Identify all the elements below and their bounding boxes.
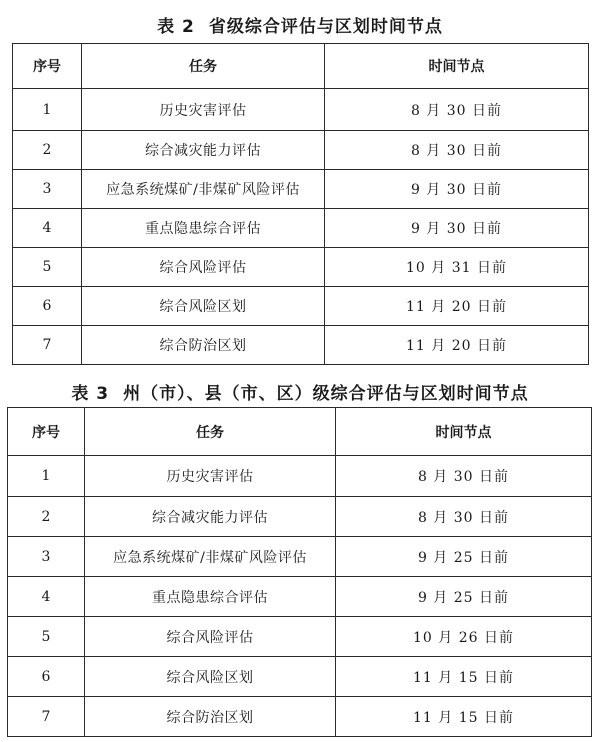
row-task: 重点隐患综合评估 (82, 209, 325, 248)
table3-caption (0, 379, 600, 404)
table-row (8, 456, 592, 497)
row-task: 重点隐患综合评估 (85, 577, 336, 617)
row-time: 8 月 30 日前 (325, 89, 589, 131)
row-time: 11 月 15 日前 (336, 697, 592, 737)
row-index: 1 (13, 89, 82, 131)
row-task: 历史灾害评估 (85, 456, 336, 497)
row-time: 11 月 20 日前 (325, 326, 589, 365)
row-time: 9 月 25 日前 (336, 537, 592, 577)
row-index: 3 (13, 170, 82, 209)
row-time: 8 月 30 日前 (325, 131, 589, 170)
row-index: 2 (8, 497, 85, 537)
row-time: 9 月 30 日前 (325, 170, 589, 209)
row-task: 综合减灾能力评估 (85, 497, 336, 537)
table2 (12, 43, 589, 365)
table2-caption-title: 省级综合评估与区划时间节点 (208, 17, 443, 37)
table2-header-row (13, 44, 589, 89)
row-index: 7 (13, 326, 82, 365)
row-index: 5 (13, 248, 82, 287)
row-task: 综合风险区划 (82, 287, 325, 326)
row-task: 综合风险评估 (82, 248, 325, 287)
row-time: 11 月 20 日前 (325, 287, 589, 326)
row-time: 10 月 26 日前 (336, 617, 592, 657)
table3-header-task: 任务 (85, 408, 336, 456)
table2-header-index: 序号 (13, 44, 82, 89)
row-time: 8 月 30 日前 (336, 456, 592, 497)
row-time: 8 月 30 日前 (336, 497, 592, 537)
row-index: 2 (13, 131, 82, 170)
table2-caption (0, 12, 600, 37)
row-task: 综合防治区划 (82, 326, 325, 365)
row-task: 应急系统煤矿/非煤矿风险评估 (82, 170, 325, 209)
row-index: 4 (8, 577, 85, 617)
table-row (8, 497, 592, 537)
row-task: 综合减灾能力评估 (82, 131, 325, 170)
row-index: 4 (13, 209, 82, 248)
table-row (13, 248, 589, 287)
row-index: 1 (8, 456, 85, 497)
table2-header-task: 任务 (82, 44, 325, 89)
row-task: 综合风险区划 (85, 657, 336, 697)
table3-header-row (8, 408, 592, 456)
row-index: 5 (8, 617, 85, 657)
row-task: 历史灾害评估 (82, 89, 325, 131)
table-row (8, 537, 592, 577)
table3-header-index: 序号 (8, 408, 85, 456)
table-row (8, 577, 592, 617)
table3-caption-title: 州（市）、县（市、区）级综合评估与区划时间节点 (123, 384, 529, 404)
table2-caption-number: 表 2 (157, 17, 195, 37)
row-index: 6 (13, 287, 82, 326)
row-index: 7 (8, 697, 85, 737)
row-time: 9 月 30 日前 (325, 209, 589, 248)
table-row (13, 131, 589, 170)
table-row (13, 209, 589, 248)
row-task: 综合防治区划 (85, 697, 336, 737)
table-row (13, 287, 589, 326)
table3 (7, 407, 592, 737)
row-time: 11 月 15 日前 (336, 657, 592, 697)
row-index: 3 (8, 537, 85, 577)
table-row (8, 657, 592, 697)
table-row (13, 326, 589, 365)
table-row (13, 89, 589, 131)
row-task: 综合风险评估 (85, 617, 336, 657)
row-task: 应急系统煤矿/非煤矿风险评估 (85, 537, 336, 577)
table2-header-time: 时间节点 (325, 44, 589, 89)
table-row (8, 697, 592, 737)
table-row (13, 170, 589, 209)
table3-header-time: 时间节点 (336, 408, 592, 456)
table-row (8, 617, 592, 657)
row-index: 6 (8, 657, 85, 697)
table3-caption-number: 表 3 (71, 384, 110, 404)
row-time: 9 月 25 日前 (336, 577, 592, 617)
row-time: 10 月 31 日前 (325, 248, 589, 287)
